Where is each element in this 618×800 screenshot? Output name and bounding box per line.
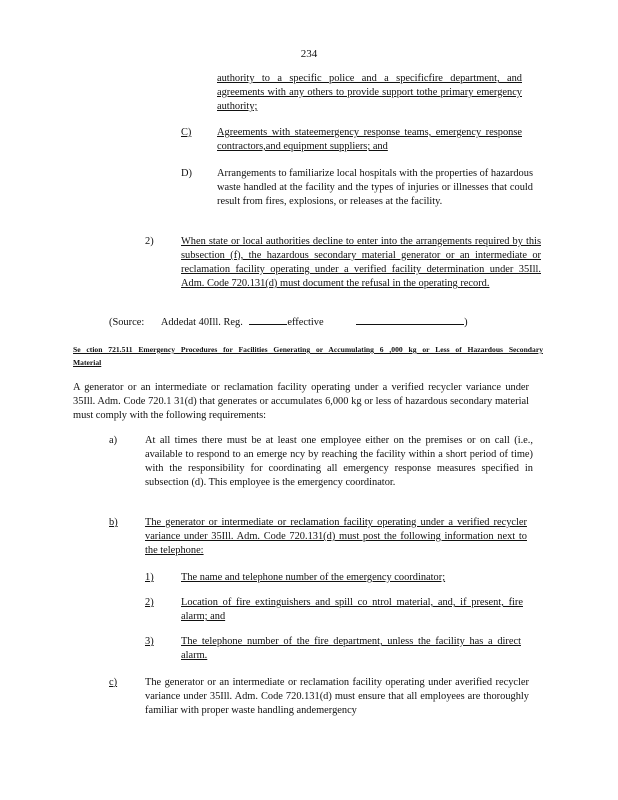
item-d-text: Arrangements to familiarize local hospitals with the properties of hazardous waste handled at the facility and the types of injuries or illnesses that could result from fires, explosions, or releases at the facility. bbox=[217, 168, 533, 207]
source-blank-date bbox=[356, 314, 464, 325]
item-d-label: D) bbox=[181, 168, 192, 179]
subsection-a-label: a) bbox=[109, 435, 118, 446]
section-intro: A generator or an intermediate or reclamation facility operating under a verified recycler variance under 35Ill. Adm. Code 720.1 31(d) that generates or accumulates 6,000 kg or less of hazardous secondary material must comply with the following requirements: bbox=[73, 382, 529, 421]
subsection-c-label: c) bbox=[109, 677, 118, 688]
subsection-b2-label: 2) bbox=[145, 597, 154, 608]
subsection-b1-label: 1) bbox=[145, 572, 154, 583]
page-number: 234 bbox=[300, 48, 318, 60]
item-2-label: 2) bbox=[145, 236, 154, 247]
source-close: ) bbox=[464, 317, 468, 328]
source-blank-volume bbox=[249, 314, 287, 325]
subsection-b3-text: The telephone number of the fire department, unless the facility has a direct alarm. bbox=[181, 636, 521, 661]
item-2-text: When state or local authorities decline to enter into the arrangements required by this subsection (f), the hazardous secondary material generator or an intermediate or reclamation facility operating under a verified facility determination under 35Ill. Adm. Code 720.131(d) must document the refusal in the operating record. bbox=[181, 236, 541, 289]
source-prefix: (Source: bbox=[109, 317, 145, 328]
section-heading: Se ction 721.511 Emergency Procedures for Facilities Generating or Accumulating 6 ,000 kg or Less of Hazardous Secondary Material bbox=[73, 345, 543, 367]
subsection-b-text: The generator or intermediate or reclamation facility operating under a verified recycler variance under 35Ill. Adm. Code 720.131(d) must post the following information next to the telephone: bbox=[145, 517, 527, 556]
subsection-b3-label: 3) bbox=[145, 636, 154, 647]
subsection-b-label: b) bbox=[109, 517, 118, 528]
item-c-text: Agreements with stateemergency response teams, emergency response contractors,and equipment suppliers; and bbox=[217, 127, 522, 152]
subsection-a-text: At all times there must be at least one employee either on the premises or on call (i.e., available to respond to an emerge ncy by reaching the facility within a short period of time) with the responsibility for coordinating all emergency response measures specified in subsection (d). This employee is the emergency coordinator. bbox=[145, 435, 533, 488]
subsection-b1-text: The name and telephone number of the emergency coordinator; bbox=[181, 572, 446, 583]
source-note bbox=[109, 314, 489, 330]
source-added: Addedat 40Ill. Reg. bbox=[160, 317, 243, 328]
subsection-b2-text: Location of fire extinguishers and spill co ntrol material, and, if present, fire alarm; and bbox=[181, 597, 523, 622]
item-c-label: C) bbox=[181, 127, 192, 138]
subsection-c-text: The generator or an intermediate or reclamation facility operating under averified recycler variance under 35Ill. Adm. Code 720.131(d) must ensure that all employees are thoroughly familiar with proper waste handling andemergency bbox=[145, 677, 529, 716]
item-b-continued-text: authority to a specific police and a specificfire department, and agreements with any others to provide support tothe primary emergency authority; bbox=[217, 73, 522, 112]
source-effective: effective bbox=[287, 317, 324, 328]
